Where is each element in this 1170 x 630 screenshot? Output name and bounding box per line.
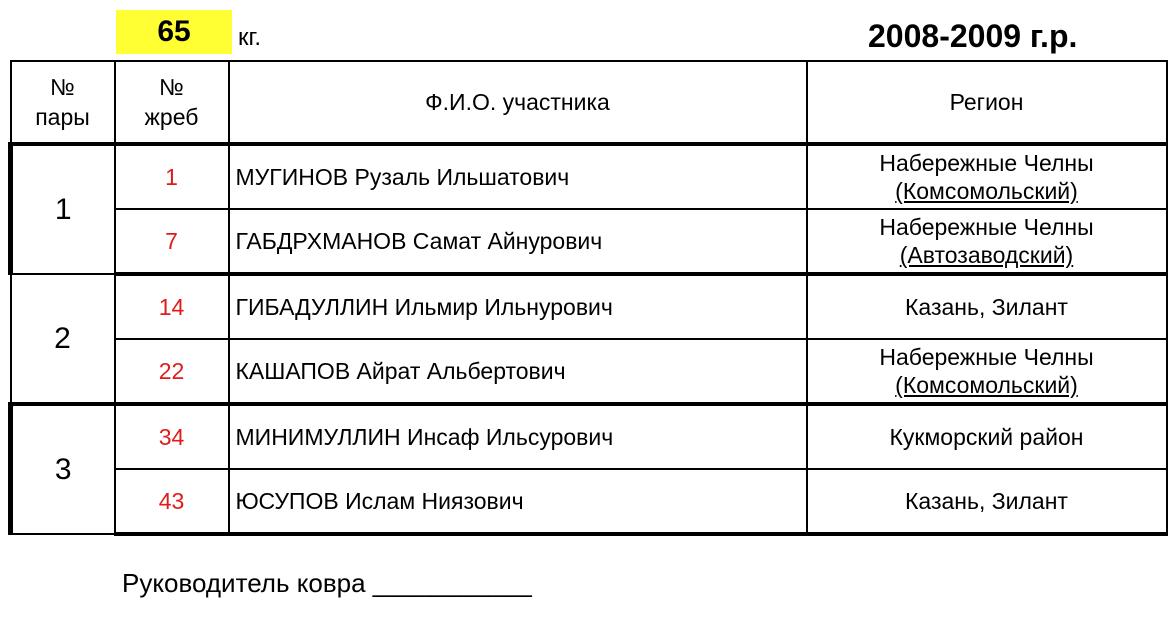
table-header-row [11, 61, 1167, 144]
draw-number: 34 [115, 404, 229, 469]
pair-number: 3 [11, 404, 115, 534]
draw-number: 1 [115, 144, 229, 209]
header-region: Регион [807, 61, 1167, 144]
table-row [11, 339, 1167, 404]
participant-name: МИНИМУЛЛИН Инсаф Ильсурович [229, 404, 807, 469]
weight-unit: кг. [238, 24, 261, 51]
mat-supervisor-signature: Руководитель ковра ___________ [122, 568, 532, 598]
participant-region: Набережные Челны (Автозаводский) [807, 209, 1167, 274]
participant-region: Казань, Зилант [807, 469, 1167, 534]
header-pair-number: № пары [11, 61, 115, 144]
header-participant-name: Ф.И.О. участника [229, 61, 807, 144]
draw-number: 22 [115, 339, 229, 404]
birth-years: 2008-2009 г.р. [868, 18, 1078, 54]
participant-region: Набережные Челны (Комсомольский) [807, 144, 1167, 209]
participant-region: Кукморский район [807, 404, 1167, 469]
weight-value: 65 [157, 15, 191, 48]
header-draw-number: № жреб [115, 61, 229, 144]
participant-name: КАШАПОВ Айрат Альбертович [229, 339, 807, 404]
draw-number: 7 [115, 209, 229, 274]
pair-number: 2 [11, 274, 115, 404]
table-row [11, 274, 1167, 339]
weight-category-box [116, 10, 232, 54]
participant-region: Казань, Зилант [807, 274, 1167, 339]
participant-name: ГИБАДУЛЛИН Ильмир Ильнурович [229, 274, 807, 339]
participant-name: ЮСУПОВ Ислам Ниязович [229, 469, 807, 534]
participant-region: Набережные Челны (Комсомольский) [807, 339, 1167, 404]
table-row [11, 469, 1167, 534]
draw-number: 14 [115, 274, 229, 339]
table-row [11, 144, 1167, 209]
table-row [11, 209, 1167, 274]
pairs-table [8, 60, 1168, 536]
participant-name: МУГИНОВ Рузаль Ильшатович [229, 144, 807, 209]
table-row [11, 404, 1167, 469]
draw-number: 43 [115, 469, 229, 534]
pair-number: 1 [11, 144, 115, 274]
participant-name: ГАБДРХМАНОВ Самат Айнурович [229, 209, 807, 274]
